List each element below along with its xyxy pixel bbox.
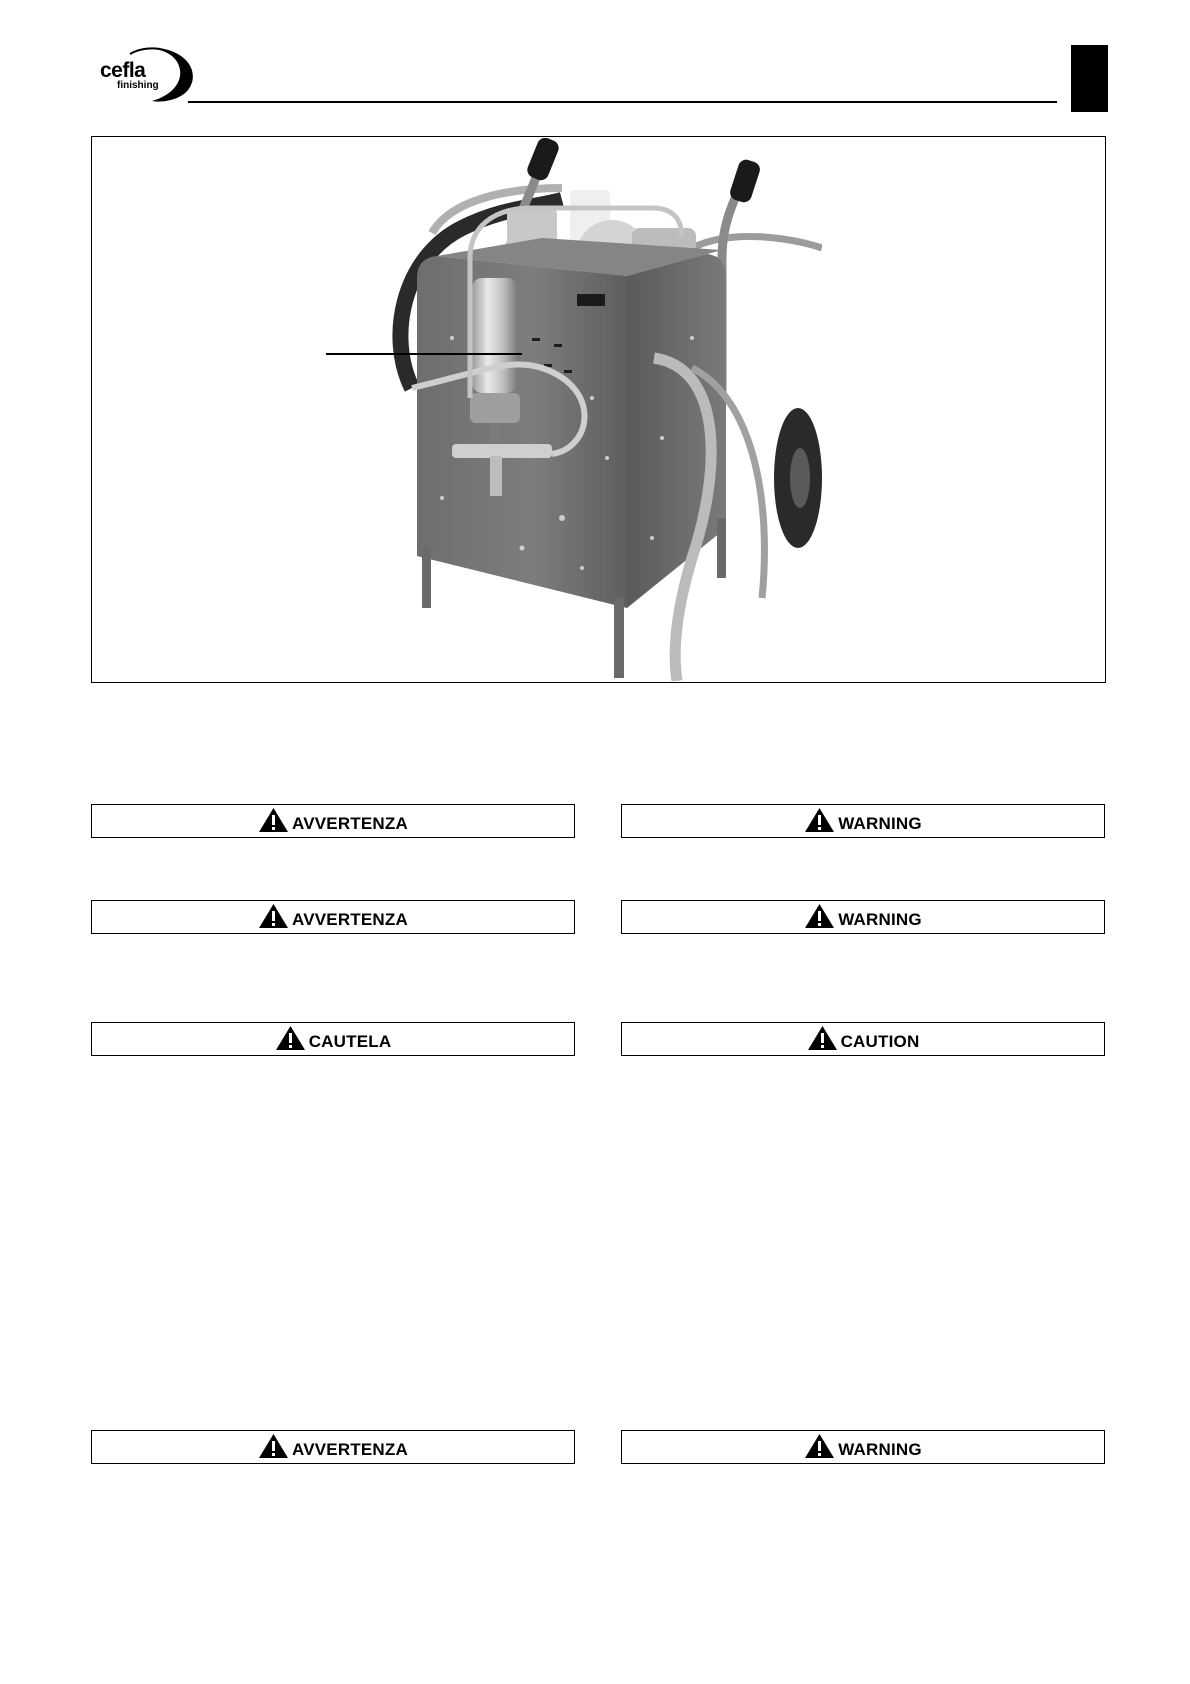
- warning-label: WARNING: [838, 1440, 922, 1459]
- warning-triangle-icon: [275, 1025, 306, 1051]
- caution-label: CAUTION: [840, 1032, 920, 1051]
- warning-label: AVVERTENZA: [292, 910, 408, 929]
- warning-box-en-3: [621, 1430, 1105, 1464]
- caution-box-it: [91, 1022, 575, 1056]
- machine-photo: [392, 138, 822, 681]
- header-rule: [188, 101, 1057, 103]
- warning-label: AVVERTENZA: [292, 814, 408, 833]
- section-tab: [1071, 45, 1108, 112]
- warning-label: WARNING: [838, 814, 922, 833]
- warning-box-en-1: [621, 804, 1105, 838]
- warning-box-en-2: [621, 900, 1105, 934]
- warning-box-it-1: [91, 804, 575, 838]
- logo-wordmark: cefla: [100, 59, 146, 82]
- warning-triangle-icon: [258, 1433, 289, 1459]
- warning-triangle-icon: [807, 1025, 838, 1051]
- callout-leader-line: [326, 353, 522, 355]
- warning-box-it-2: [91, 900, 575, 934]
- caution-box-en: [621, 1022, 1105, 1056]
- warning-label: AVVERTENZA: [292, 1440, 408, 1459]
- logo-subtitle: finishing: [117, 80, 159, 91]
- warning-triangle-icon: [804, 807, 835, 833]
- warning-box-it-3: [91, 1430, 575, 1464]
- warning-label: WARNING: [838, 910, 922, 929]
- warning-triangle-icon: [804, 903, 835, 929]
- caution-label: CAUTELA: [308, 1032, 392, 1051]
- warning-triangle-icon: [258, 807, 289, 833]
- warning-triangle-icon: [804, 1433, 835, 1459]
- warning-triangle-icon: [258, 903, 289, 929]
